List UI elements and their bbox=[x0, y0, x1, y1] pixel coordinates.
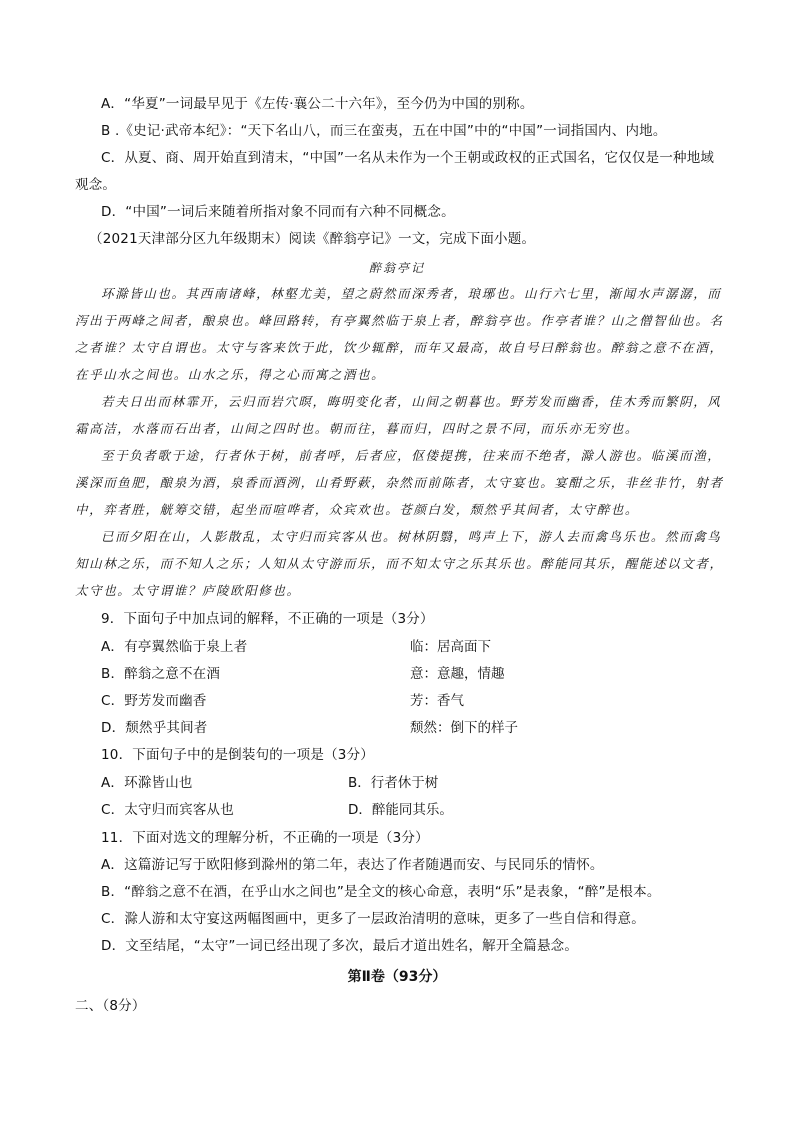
passage-line: 环滁皆山也。其西南诸峰，林壑尤美，望之蔚然而深秀者，琅琊也。山行六七里，渐闻水声潺潺，而 bbox=[101, 286, 722, 301]
q10-option-d: D．醉能同其乐。 bbox=[348, 802, 453, 818]
reading-intro: （2021天津部分区九年级期末）阅读《醉翁亭记》一文，完成下面小题。 bbox=[89, 231, 536, 247]
q8-option-d: D．“中国”一词后来随着所指对象不同而有六种不同概念。 bbox=[101, 204, 455, 220]
q10-option-b: B．行者休于树 bbox=[348, 775, 439, 791]
passage-line: 之者谁？太守自谓也。太守与客来饮于此，饮少辄醉，而年又最高，故自号曰醉翁也。醉翁之意不在酒， bbox=[75, 340, 724, 355]
q9-option-a: A．有亭翼然临于泉上者 bbox=[101, 639, 248, 655]
passage-line: 已而夕阳在山，人影散乱，太守归而宾客从也。树林阴翳，鸣声上下，游人去而禽鸟乐也。然而禽鸟 bbox=[101, 529, 722, 544]
q11-option-c: C．滁人游和太守宴这两幅图画中，更多了一层政治清明的意味，更多了一些自信和得意。 bbox=[101, 911, 645, 927]
passage-line: 知山林之乐，而不知人之乐；人知从太守游而乐，而不知太守之乐其乐也。醉能同其乐，醒能述以文者， bbox=[75, 556, 724, 571]
q8-option-c-continued: 观念。 bbox=[75, 177, 117, 193]
q10-stem: 10．下面句子中的是倒装句的一项是（3分） bbox=[101, 747, 374, 763]
q11-stem: 11．下面对选文的理解分析，不正确的一项是（3分） bbox=[101, 830, 429, 846]
q9-option-b-gloss: 意：意趣，情趣 bbox=[410, 666, 505, 682]
q11-option-a: A．这篇游记写于欧阳修到滁州的第二年，表达了作者随遇而安、与民同乐的情怀。 bbox=[101, 857, 604, 873]
q9-option-d-gloss: 颓然：倒下的样子 bbox=[410, 720, 518, 736]
passage-line: 溪深而鱼肥，酿泉为酒，泉香而酒洌，山肴野蔌，杂然而前陈者，太守宴也。宴酣之乐，非丝非竹，射者 bbox=[75, 475, 724, 490]
passage-line: 至于负者歌于途，行者休于树，前者呼，后者应，伛偻提携，往来而不绝者，滁人游也。临溪而渔， bbox=[101, 448, 722, 463]
q8-option-c: C．从夏、商、周开始直到清末，“中国”一名从未作为一个王朝或政权的正式国名，它仅仅是一种地域 bbox=[101, 150, 715, 166]
q8-option-a: A．“华夏”一词最早见于《左传·襄公二十六年》，至今仍为中国的别称。 bbox=[101, 96, 534, 112]
q10-option-c: C．太守归而宾客从也 bbox=[101, 802, 234, 818]
q9-option-b: B．醉翁之意不在酒 bbox=[101, 666, 221, 682]
passage-line: 太守也。太守谓谁？庐陵欧阳修也。 bbox=[75, 583, 301, 598]
q8-option-b: B .《史记·武帝本纪》：“天下名山八，而三在蛮夷，五在中国”中的“中国”一词指国内、内地。 bbox=[101, 123, 667, 139]
passage-line: 在乎山水之间也。山水之乐，得之心而寓之酒也。 bbox=[75, 367, 386, 382]
passage-title: 醉翁亭记 bbox=[368, 261, 425, 275]
passage-line: 霜高洁，水落而石出者，山间之四时也。朝而往，暮而归，四时之景不同，而乐亦无穷也。 bbox=[75, 421, 640, 436]
q11-option-b: B．“醉翁之意不在酒，在乎山水之间也”是全文的核心命意，表明“乐”是表象，“醉”是根本。 bbox=[101, 884, 661, 900]
passage-line: 中，弈者胜，觥筹交错，起坐而喧哗者，众宾欢也。苍颜白发，颓然乎其间者，太守醉也。 bbox=[75, 502, 640, 517]
q9-option-d: D．颓然乎其间者 bbox=[101, 720, 208, 736]
q9-option-a-gloss: 临：居高面下 bbox=[410, 639, 491, 655]
q9-option-c: C．野芳发而幽香 bbox=[101, 693, 207, 709]
passage-line: 若夫日出而林霏开，云归而岩穴暝，晦明变化者，山间之朝暮也。野芳发而幽香，佳木秀而繁阴，风 bbox=[101, 394, 722, 409]
passage-line: 泻出于两峰之间者，酿泉也。峰回路转，有亭翼然临于泉上者，醉翁亭也。作亭者谁？山之僧智仙也。名 bbox=[75, 313, 724, 328]
section-title: 第Ⅱ卷（93分） bbox=[347, 969, 447, 985]
q9-option-c-gloss: 芳：香气 bbox=[410, 693, 464, 709]
section-subheading: 二、（8分） bbox=[75, 998, 146, 1014]
q9-stem: 9．下面句子中加点词的解释，不正确的一项是（3分） bbox=[101, 611, 434, 627]
q11-option-d: D．文至结尾，“太守”一词已经出现了多次，最后才道出姓名，解开全篇悬念。 bbox=[101, 938, 579, 954]
q10-option-a: A．环滁皆山也 bbox=[101, 775, 193, 791]
